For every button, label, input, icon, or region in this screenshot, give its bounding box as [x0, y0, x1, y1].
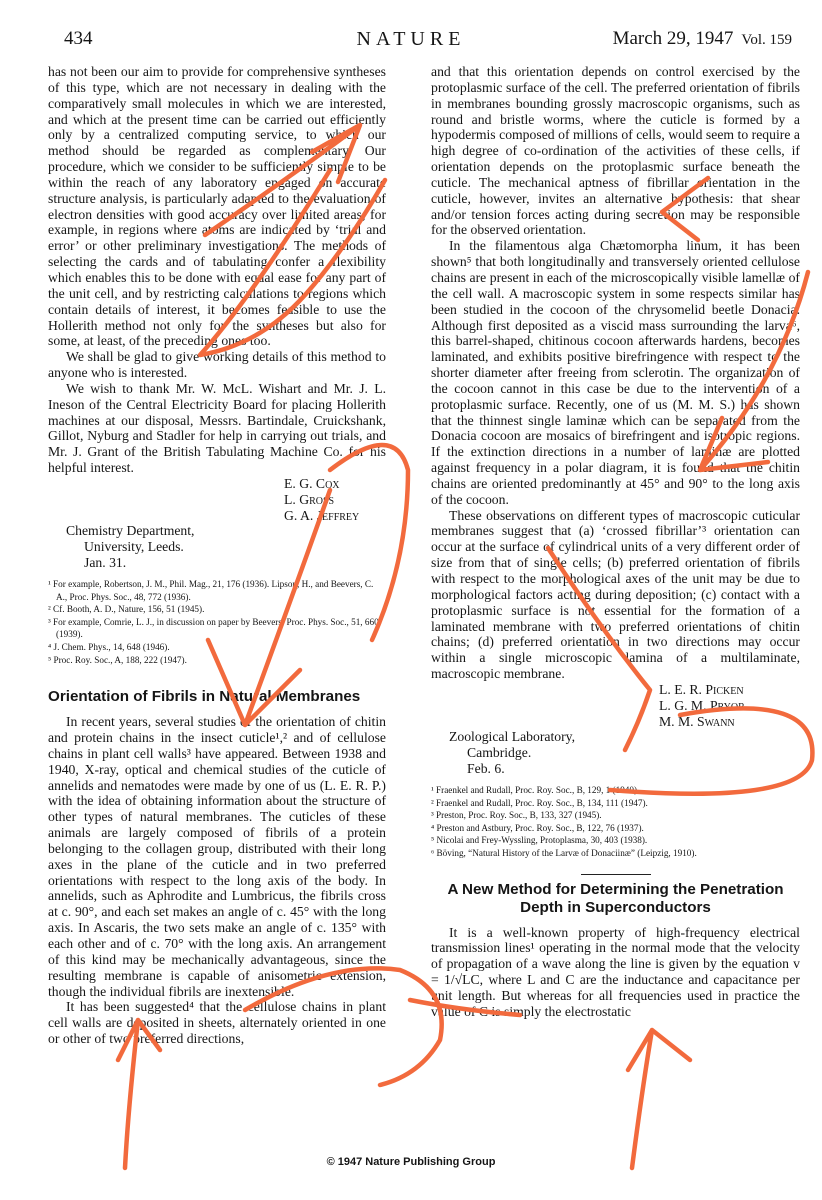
right-column: [431, 64, 800, 1020]
paragraph: In the filamentous alga Chætomorpha linum, it has been shown⁵ that both longitudinally and transversely oriented cellulose chains are present in each of the microscopically visible lamellæ of the cell wall. A macroscopic system in some respects similar has been studied in the cocoon of the chrysomelid beetle Donacia. Although first deposited as a viscid mass surrounding the larva⁶, this barrel-shaped, chitinous cocoon afterwards hardens, becomes laminated, and exhibits positive birefringence with respect to the shorter diameter after freeing from sclerotin. The organization of the cocoon cannot in this case be due to the intervention of a protoplasmic surface. Recently, one of us (M. M. S.) has shown that the thinnest single laminæ which can be separated from the Donacia cocoon are mosaics of birefringent and isotropic regions. If the extinction directions in a number of laminæ are plotted against frequency in a polar diagram, it is found that the chitin chains are oriented predominantly at 45° and 90° to the long axis of the cocoon.: [431, 238, 800, 507]
paragraph: In recent years, several studies of the orientation of chitin and protein chains in the insect cuticle¹,² and of cellulose chains in plant cell walls³ have appeared. Between 1938 and 1940, X-ray, optical and chemical studies of the cuticle of annelids and nematodes were made by one of us (L. E. R. P.) with the idea of obtaining information about the structure of other types of natural membranes. The cuticles of these animals are largely composed of fibrils of a protein belonging to the collagen group, distributed with their long axes in the plane of the cuticle and in two preferred orientations with respect to the long axis of the body. In annelids, such as Aphrodite and Lumbricus, the fibrils cross at c. 90°, and each set makes an angle of c. 45° with the long axis. In Ascaris, the two sets make an angle of c. 135° with each other and of c. 70° with the long axis. An arrangement of this kind may be mechanically advantageous, since the resulting membrane is capable of anisometric extension, though the individual fibrils are inextensible.: [48, 714, 386, 999]
footnotes: [48, 578, 386, 666]
article-title: A New Method for Determining the Penetration Depth in Superconductors: [447, 880, 784, 916]
footnote: ³ For example, Comrie, L. J., in discussion on paper by Beevers, Proc. Phys. Soc., 51, 660 (1939).: [48, 616, 379, 640]
footnote: ² Fraenkel and Rudall, Proc. Roy. Soc., B, 134, 111 (1947).: [431, 797, 648, 808]
footnote: ³ Preston, Proc. Roy. Soc., B, 133, 327 (1945).: [431, 810, 602, 821]
footnote: ⁵ Proc. Roy. Soc., A, 188, 222 (1947).: [48, 654, 187, 665]
footnote: ² Cf. Booth, A. D., Nature, 156, 51 (1945).: [48, 604, 205, 615]
footnote: ¹ Fraenkel and Rudall, Proc. Roy. Soc., B, 129, 1 (1940).: [431, 784, 640, 795]
scribble-stroke: [628, 1030, 690, 1168]
address-line: Feb. 6.: [467, 761, 505, 777]
signatory: L. E. R. Picken: [659, 681, 744, 697]
issue-date: [613, 28, 792, 50]
address-line: Jan. 31.: [84, 555, 127, 571]
address-line: Chemistry Department,: [66, 523, 195, 539]
signatory: G. A. Jeffrey: [284, 507, 360, 523]
signatory: M. M. Swann: [659, 713, 735, 729]
signatory: E. G. Cox: [284, 475, 340, 491]
address-line: Zoological Laboratory,: [449, 729, 576, 745]
paragraph: We wish to thank Mr. W. McL. Wishart and Mr. J. L. Ineson of the Central Electricity Board for placing Hollerith machines at our disposal, Messrs. Bartindale, Cruickshank, Gillot, Nyburg and Stadler for help in carrying out trials, and Mr. J. Grant of the British Tabulating Machine Co. for his helpful interest.: [48, 380, 386, 476]
paragraph: It has been suggested⁴ that the cellulose chains in plant cell walls are deposited in sheets, alternately oriented in one or other of two preferred directions,: [48, 999, 386, 1047]
address-line: University, Leeds.: [84, 539, 184, 555]
address-line: Cambridge.: [467, 745, 532, 761]
paragraph: has not been our aim to provide for comprehensive syntheses of this type, which are not necessary in dealing with the comparatively small molecules in which we are interested, and which at the present time can be carried out efficiently only by a centralized computing service, to which our method should be regarded as complementary. Our procedure, which we consider to be sufficiently simple to be within the reach of any laboratory engaged on accurate structure analysis, is particularly adapted to the evaluation of electron densities with good accuracy over limited areas; for example, in regions where atoms are indicated by ‘trial and error’ or other preliminary investigations. The methods of selecting the cards and of tabulating confer a flexibility which enables this to be done with equal ease for any part of the unit cell, and by restricting calculations to regions which contain details of interest, it becomes feasible to use the Hollerith method not only for the syntheses but also for some, at least, of the preceding ones too.: [48, 64, 386, 349]
date-text: March 29, 1947: [612, 28, 734, 49]
signatory: L. Gross: [284, 491, 335, 507]
footnotes: [431, 784, 800, 860]
article-title: Orientation of Fibrils in Natural Membranes: [48, 688, 361, 706]
footnote: ⁴ Preston and Astbury, Proc. Roy. Soc., B, 122, 76 (1937).: [431, 822, 644, 833]
section-divider: [581, 874, 651, 875]
footnote: ⁶ Böving, “Natural History of the Larvæ of Donaciinæ” (Leipzig, 1910).: [431, 847, 697, 858]
footnote: ⁵ Nicolai and Frey-Wyssling, Protoplasma, 30, 403 (1938).: [431, 835, 648, 846]
page-number: 434: [64, 28, 93, 49]
paragraph: and that this orientation depends on control exercised by the protoplasmic surface of the cell. The preferred orientation of fibrils in membranes bounding grossly macroscopic organisms, such as round and bristle worms, where the cuticle is formed by a hypodermis composed of millions of cells, would seem to require a high degree of co-ordination of the activities of these cells, if orientation depends on the protoplasmic surface beneath the cuticle. The mechanical aptness of fibrillar orientation in the cuticle, however, invites an alternative hypothesis: that shear and/or tension forces acting during secretion may be responsible for the observed orientation.: [431, 64, 800, 238]
footnote: ¹ For example, Robertson, J. M., Phil. Mag., 21, 176 (1936). Lipson, H., and Beevers, C. A., Proc. Phys. Soc., 48, 772 (1936).: [48, 579, 374, 602]
copyright-footer: © 1947 Nature Publishing Group: [326, 1156, 496, 1168]
journal-title: NATURE: [356, 28, 466, 50]
footnote: ⁴ J. Chem. Phys., 14, 648 (1946).: [48, 641, 170, 652]
volume: Vol. 159: [741, 32, 792, 48]
paragraph: We shall be glad to give working details of this method to anyone who is interested.: [48, 349, 386, 381]
paragraph: These observations on different types of macroscopic cuticular membranes suggest that (a) ‘crossed fibrillar’³ orientation can occur at the surface of cylindrical units of a very different order of size from that of single cells; (b) preferred orientation of fibrils with respect to the morphological axes of the unit may be due to morphological factors acting during deposition; (c) contact with a protoplasmic surface is not essential for the formation of a laminated membrane with two preferred orientations of chitin chains; (d) preferred orientation in two directions may occur within a single microscopic lamina of a multilaminate, macroscopic membrane.: [431, 507, 800, 682]
signatory: L. G. M. Pryor: [659, 697, 745, 713]
left-column: [48, 64, 386, 1047]
paragraph: It is a well-known property of high-frequency electrical transmission lines¹ operating in the normal mode that the velocity of propagation of a wave along the line is given by the equation v = 1/√LC, where L and C are the inductance and capacitance per unit length. But whereas for all frequencies used in practice the value of C is simply the electrostatic: [431, 924, 800, 1019]
